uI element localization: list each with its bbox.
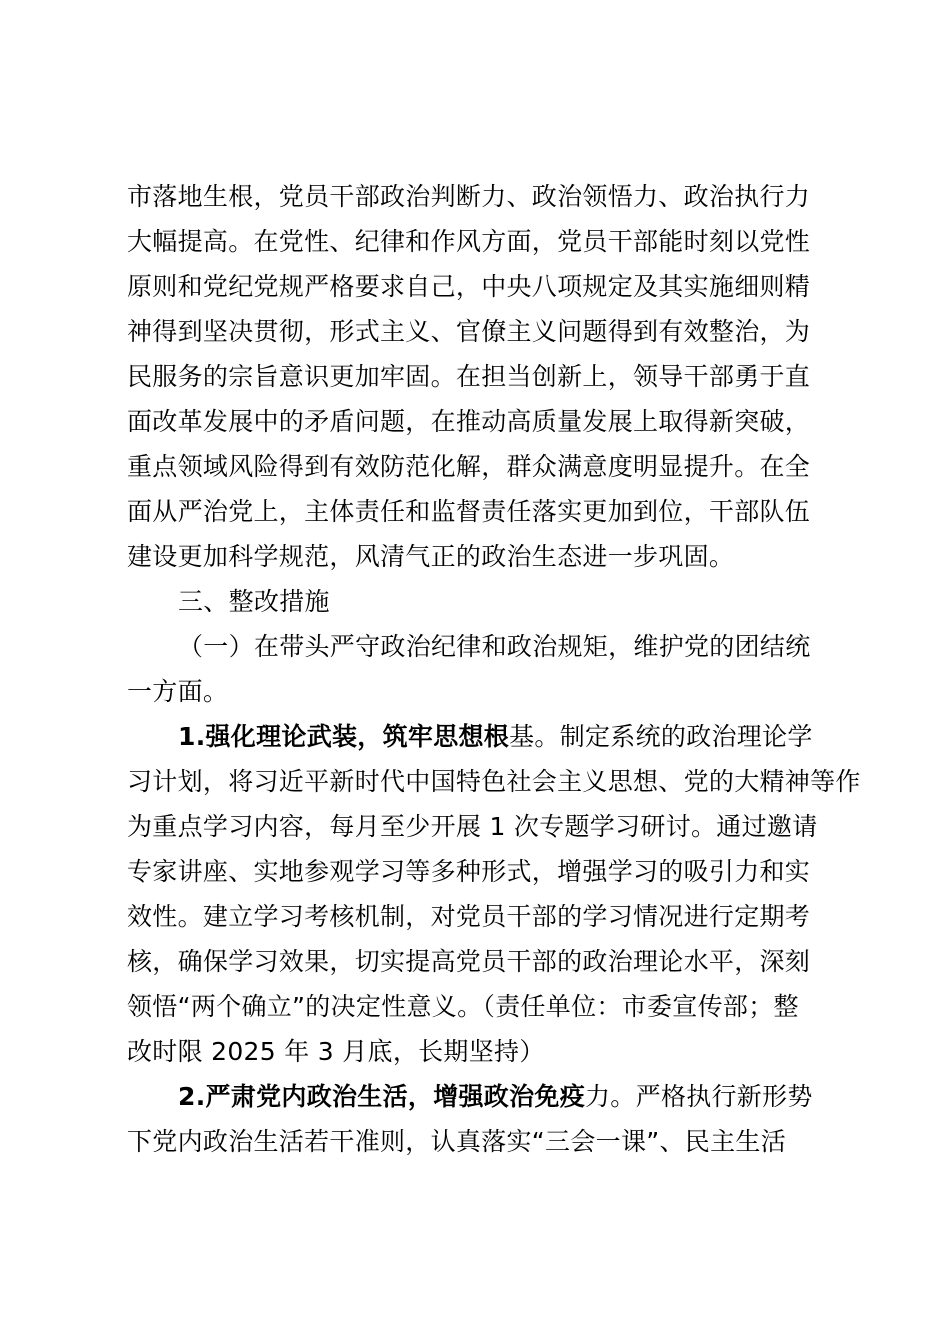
paragraph-line: 面从严治党上，主体责任和监督责任落实更加到位，干部队伍 bbox=[127, 497, 811, 526]
item-1-title: 1.强化理论武装，筑牢思想根 bbox=[178, 722, 510, 751]
section-heading: 三、整改措施 bbox=[178, 587, 330, 616]
paragraph-line: 为重点学习内容，每月至少开展 1 次专题学习研讨。通过邀请 bbox=[127, 812, 818, 841]
paragraph-line: 改时限 2025 年 3 月底，长期坚持） bbox=[127, 1037, 545, 1066]
item-2-first-line bbox=[178, 1082, 813, 1112]
paragraph-line: 市落地生根，党员干部政治判断力、政治领悟力、政治执行力 bbox=[127, 182, 811, 211]
subsection-heading: （一）在带头严守政治纪律和政治规矩，维护党的团结统 bbox=[178, 632, 811, 661]
paragraph-line: 神得到坚决贯彻，形式主义、官僚主义问题得到有效整治，为 bbox=[127, 317, 811, 346]
paragraph-line: 下党内政治生活若干准则，认真落实“三会一课”、民主生活 bbox=[127, 1127, 787, 1156]
paragraph-line: 建设更加科学规范，风清气正的政治生态进一步巩固。 bbox=[127, 542, 735, 571]
paragraph-line: 原则和党纪党规严格要求自己，中央八项规定及其实施细则精 bbox=[127, 272, 811, 301]
paragraph-line: 面改革发展中的矛盾问题，在推动高质量发展上取得新突破， bbox=[127, 407, 811, 436]
paragraph-line: 核，确保学习效果，切实提高党员干部的政治理论水平，深刻 bbox=[127, 947, 811, 976]
paragraph-line: 专家讲座、实地参观学习等多种形式，增强学习的吸引力和实 bbox=[127, 857, 811, 886]
item-1-text: 基。制定系统的政治理论学 bbox=[509, 722, 813, 751]
item-2-text: 力。严格执行新形势 bbox=[585, 1082, 813, 1111]
paragraph-line: 效性。建立学习考核机制，对党员干部的学习情况进行定期考 bbox=[127, 902, 811, 931]
paragraph-line: 重点领域风险得到有效防范化解，群众满意度明显提升。在全 bbox=[127, 452, 811, 481]
paragraph-line: 领悟“两个确立”的决定性意义。（责任单位：市委宣传部；整 bbox=[127, 992, 799, 1021]
paragraph-line: 习计划，将习近平新时代中国特色社会主义思想、党的大精神等作 bbox=[127, 767, 861, 796]
paragraph-line: 民服务的宗旨意识更加牢固。在担当创新上，领导干部勇于直 bbox=[127, 362, 811, 391]
item-1-first-line bbox=[178, 722, 813, 752]
subsection-heading-cont: 一方面。 bbox=[127, 677, 229, 706]
item-2-title: 2.严肃党内政治生活，增强政治免疫 bbox=[178, 1082, 585, 1111]
paragraph-line: 大幅提高。在党性、纪律和作风方面，党员干部能时刻以党性 bbox=[127, 227, 811, 256]
